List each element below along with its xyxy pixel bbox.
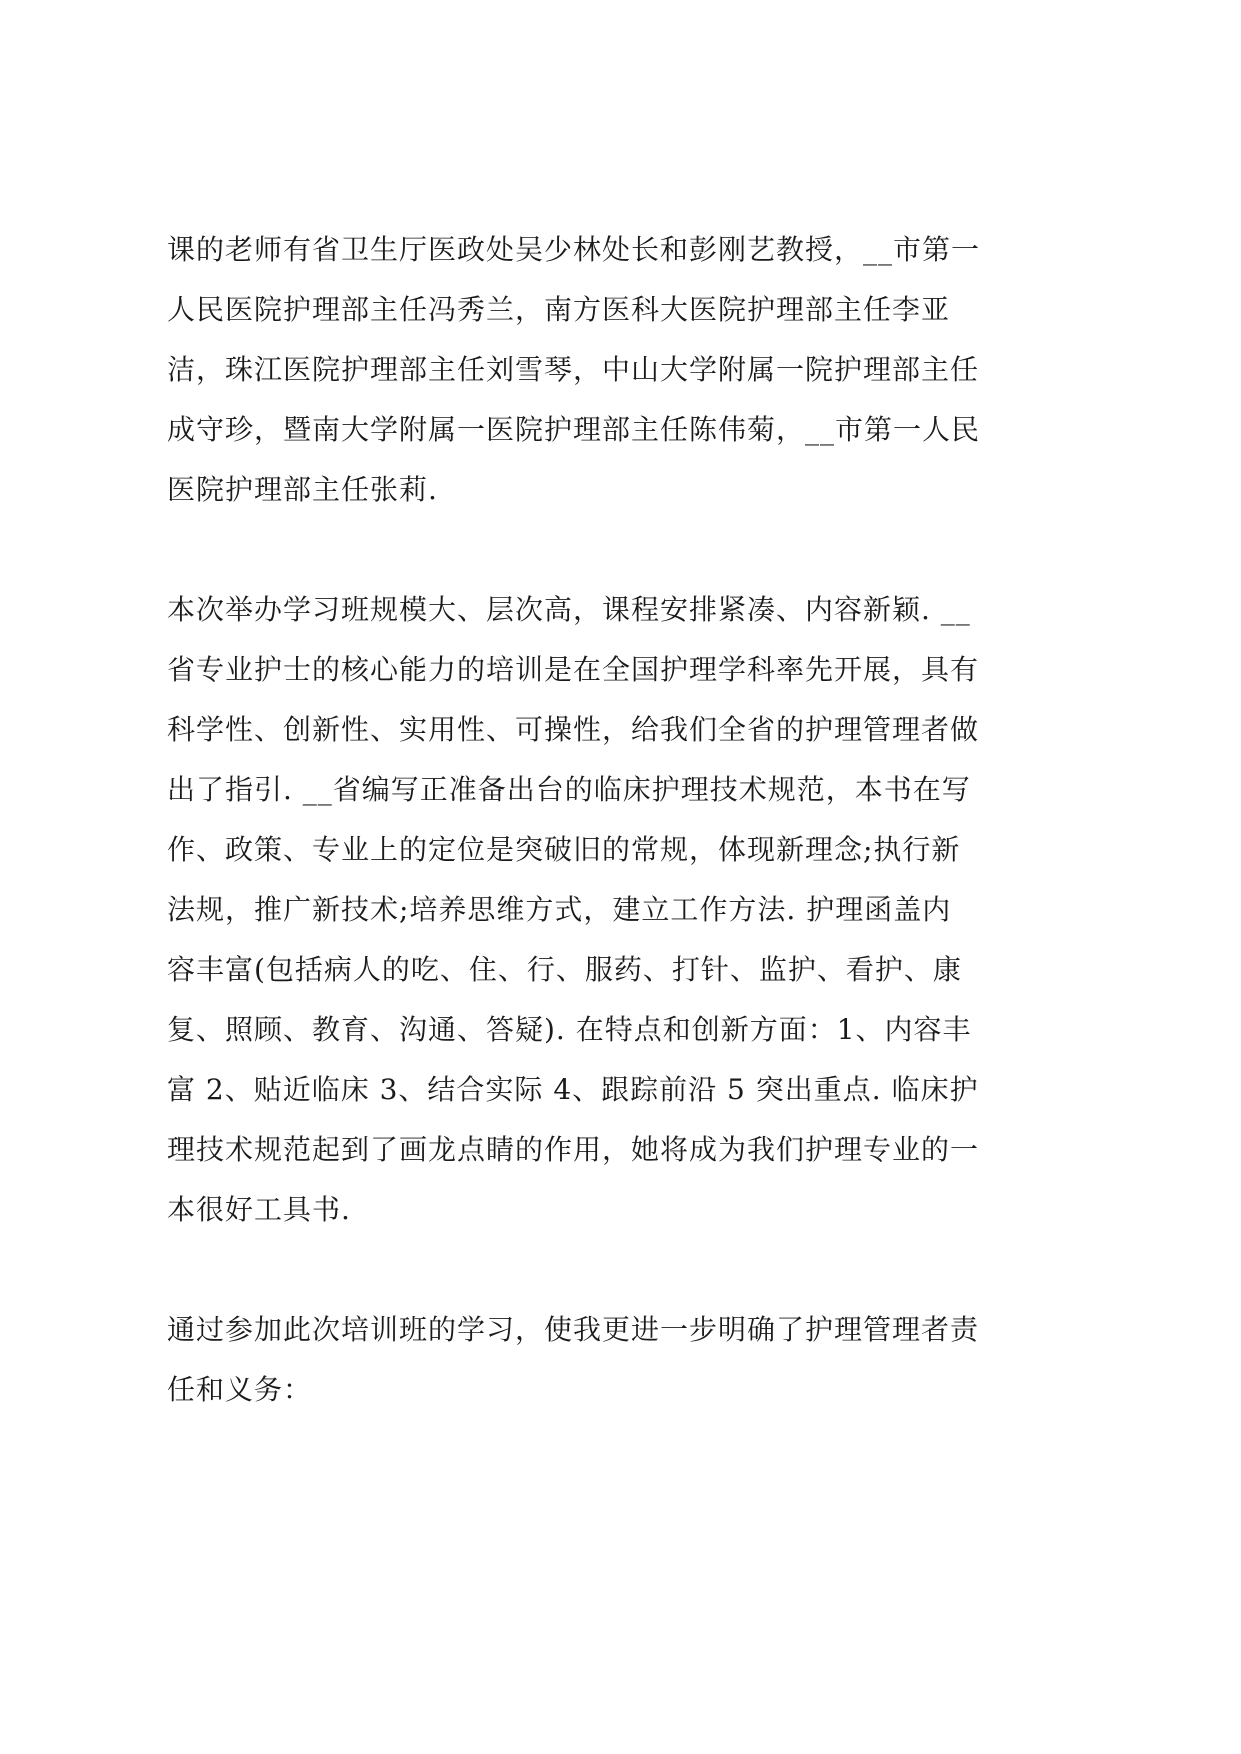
paragraph-course-overview: 本次举办学习班规模大、层次高，课程安排紧凑、内容新颖. __ 省专业护士的核心能力的培训是在全国护理学科率先开展，具有 科学性、创新性、实用性、可操性，给我们全省的护理管理者做 出了指引. __省编写正准备出台的临床护理技术规范，本书在写 作、政策、专业上的定位是突破旧的常规，体现新理念;执行新 法规，推广新技术;培养思维方式，建立工作方法. 护理函盖内 容丰富(包括病人的吃、住、行、服药、打针、监护、看护、康 复、照顾、教育、沟通、答疑). 在特点和创新方面：1、内容丰 富 2、贴近临床 3、结合实际 4、跟踪前沿 5 突出重点. 临床护 理技术规范起到了画龙点睛的作用，她将成为我们护理专业的一 本很好工具书.	[167, 593, 980, 1226]
paragraph-reflection: 通过参加此次培训班的学习，使我更进一步明确了护理管理者责 任和义务：	[167, 1313, 980, 1406]
paragraph-lecturers: 课的老师有省卫生厅医政处吴少林处长和彭刚艺教授，__市第一 人民医院护理部主任冯秀兰，南方医科大医院护理部主任李亚 洁，珠江医院护理部主任刘雪琴，中山大学附属一院护理部主任 成守珍，暨南大学附属一医院护理部主任陈伟菊，__市第一人民 医院护理部主任张莉.	[167, 233, 981, 506]
document-body	[167, 220, 1087, 1420]
